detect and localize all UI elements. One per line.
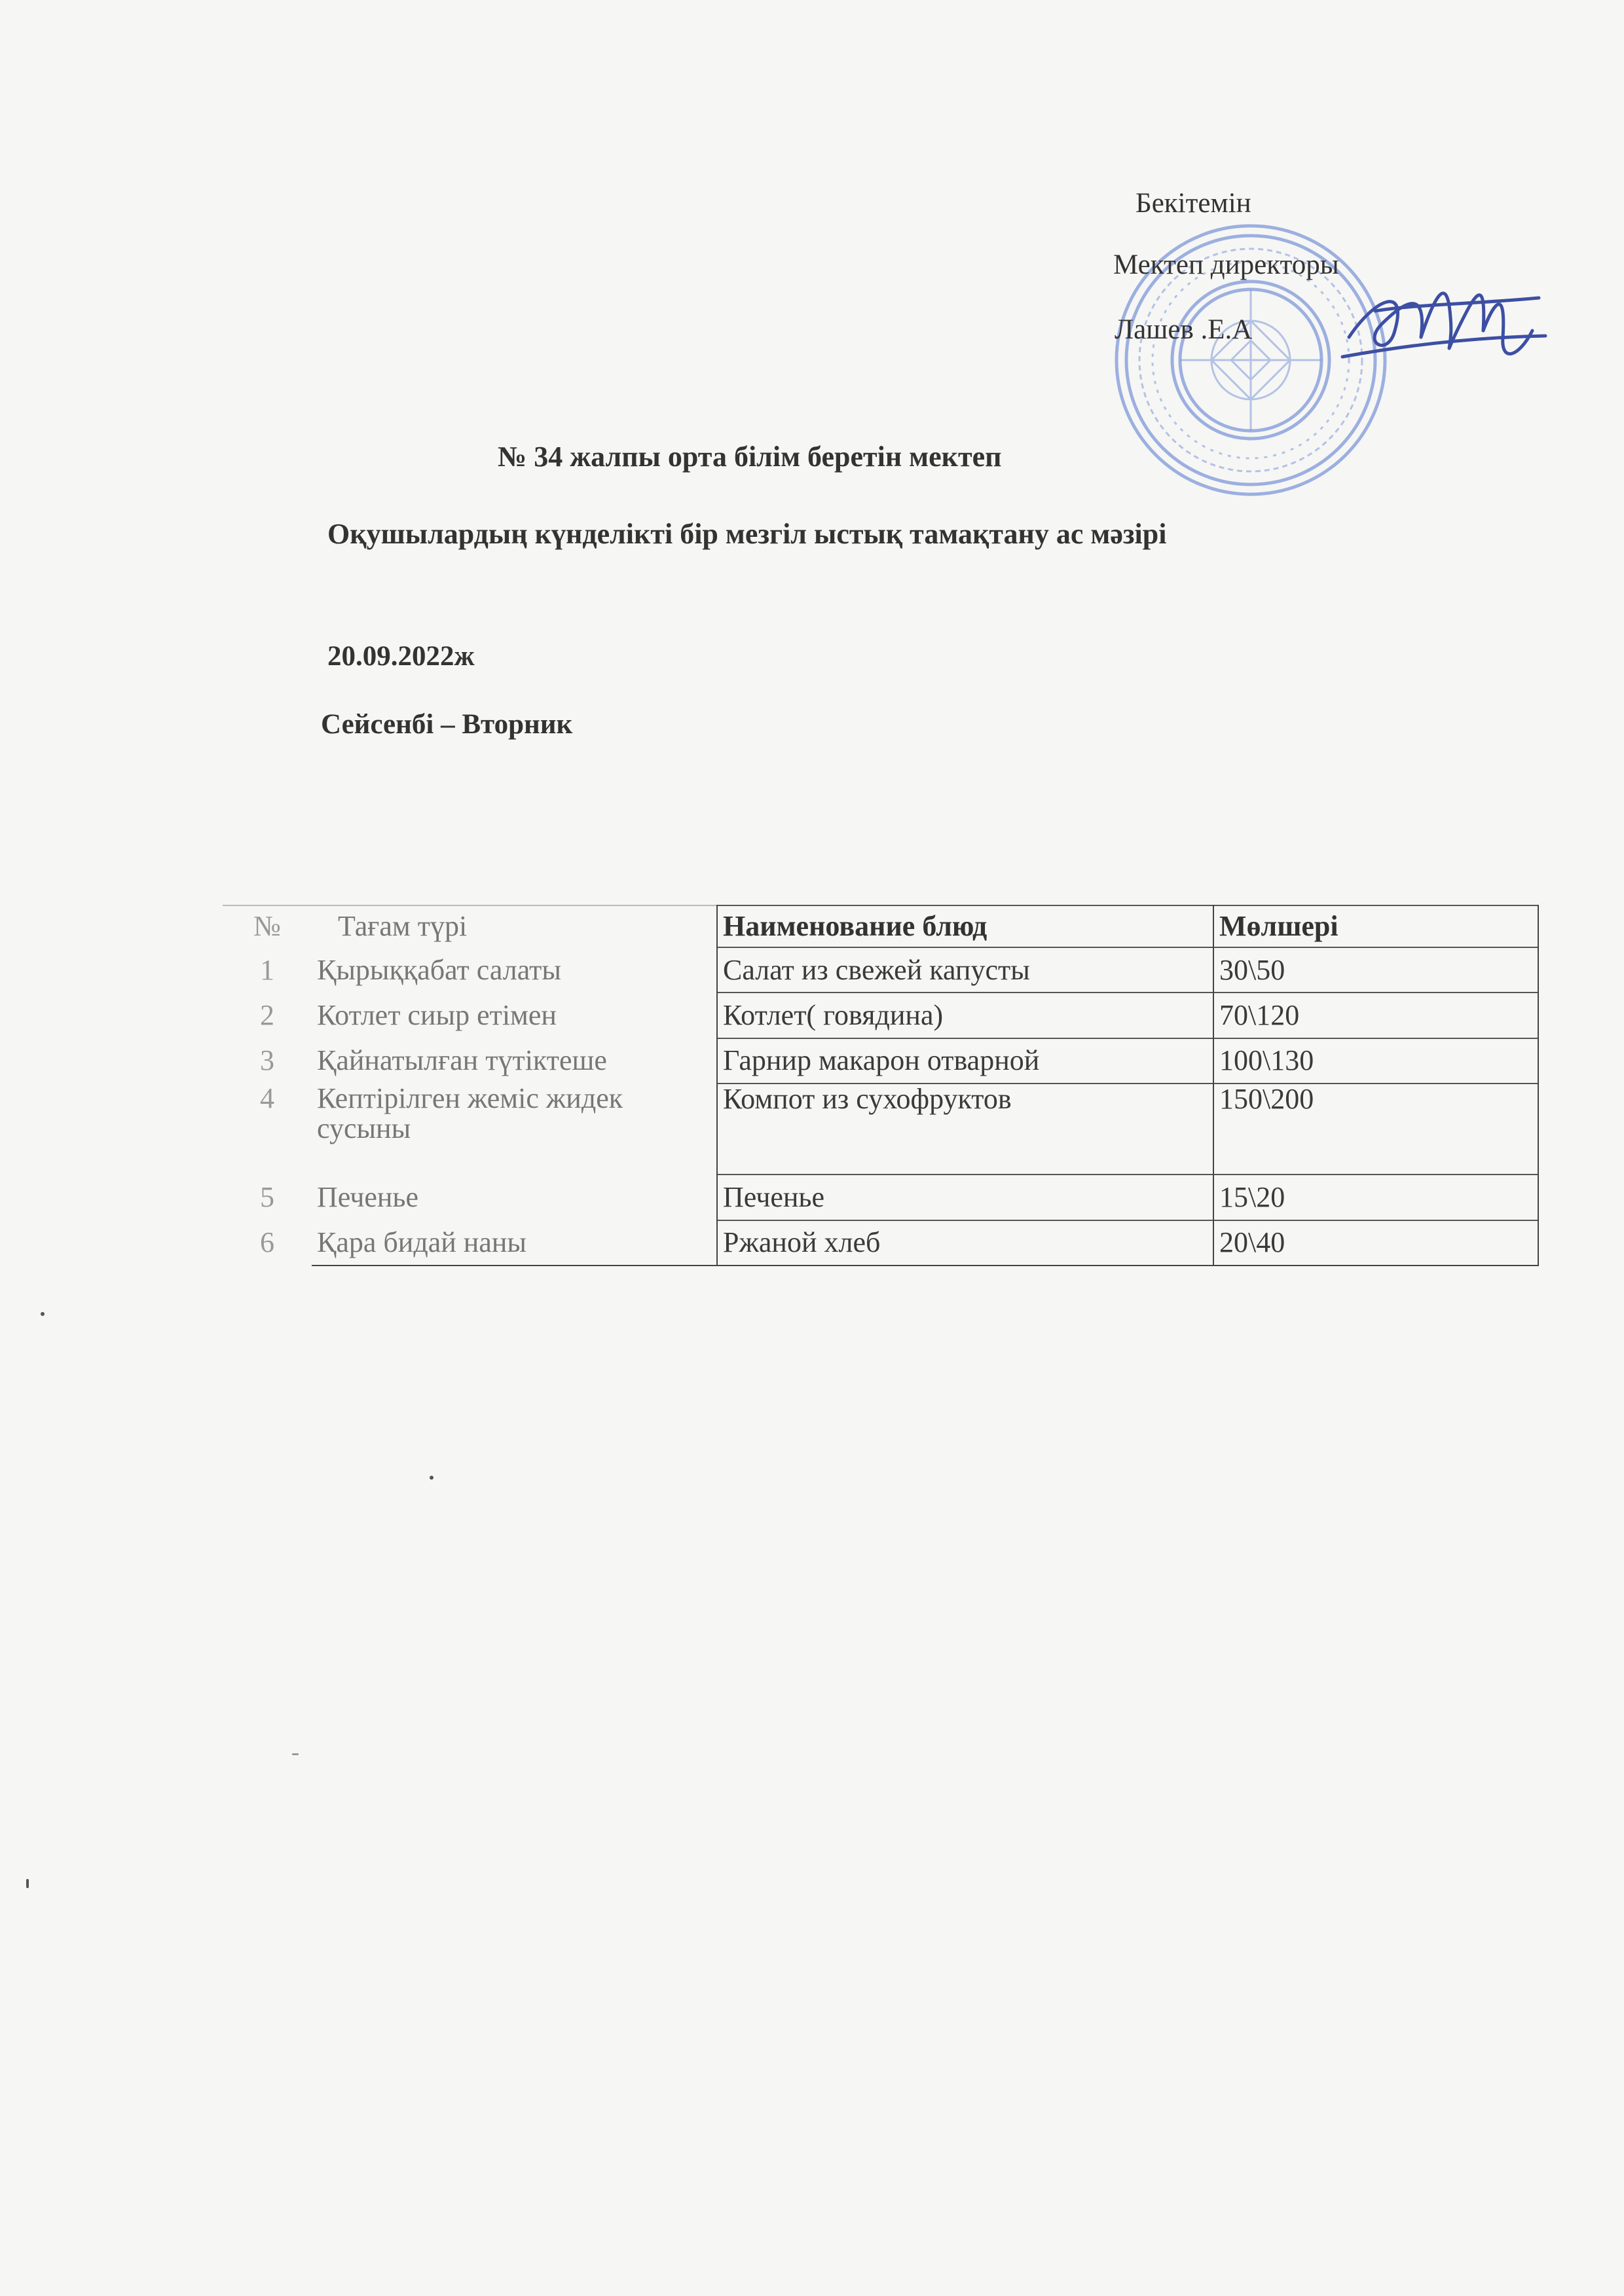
table-row (223, 1038, 1538, 1084)
row-quantity: 150\200 (1213, 1084, 1538, 1175)
scan-speck (26, 1879, 29, 1888)
row-dish-kz: Печенье (312, 1175, 717, 1220)
row-number: 3 (260, 1044, 274, 1077)
row-dish-ru: Гарнир макарон отварной (717, 1038, 1213, 1084)
scan-speck (292, 1753, 299, 1755)
table-row (223, 1220, 1538, 1266)
row-number: 2 (260, 999, 274, 1032)
row-dish-ru: Котлет( говядина) (717, 993, 1213, 1038)
row-dish-ru: Ржаной хлеб (717, 1220, 1213, 1266)
row-dish-kz: Кептірілген жеміс жидек сусыны (312, 1084, 717, 1175)
row-number: 1 (260, 953, 274, 986)
row-quantity: 100\130 (1213, 1038, 1538, 1084)
row-dish-ru: Салат из свежей капусты (717, 947, 1213, 993)
header-quantity: Мөлшері (1213, 905, 1538, 947)
table-row (223, 1175, 1538, 1220)
menu-date: 20.09.2022ж (327, 641, 475, 672)
row-dish-ru: Компот из сухофруктов (717, 1084, 1213, 1175)
row-quantity: 15\20 (1213, 1175, 1538, 1220)
table-row (223, 947, 1538, 993)
approval-name: Лашев .Е.А (1115, 314, 1253, 346)
table-row (223, 993, 1538, 1038)
scan-speck (430, 1476, 434, 1480)
row-quantity: 30\50 (1213, 947, 1538, 993)
table-row (223, 1084, 1538, 1175)
row-dish-ru: Печенье (717, 1175, 1213, 1220)
menu-title: Оқушылардың күнделікті бір мезгіл ыстық тамақтану ас мәзірі (327, 518, 1167, 550)
header-number: № (223, 905, 312, 947)
scan-speck (41, 1312, 45, 1316)
row-number: 6 (260, 1226, 274, 1259)
row-number: 5 (260, 1180, 274, 1213)
header-dish-kz: Тағам түрі (312, 905, 717, 947)
row-dish-kz: Котлет сиыр етімен (312, 993, 717, 1038)
row-quantity: 70\120 (1213, 993, 1538, 1038)
menu-table (223, 905, 1539, 1266)
approval-block (1113, 187, 1519, 347)
menu-day: Сейсенбі – Вторник (321, 709, 573, 740)
row-quantity: 20\40 (1213, 1220, 1538, 1266)
header-dish-ru: Наименование блюд (717, 905, 1213, 947)
school-title: № 34 жалпы орта білім беретін мектеп (498, 441, 1002, 473)
row-number: 4 (260, 1082, 274, 1115)
row-dish-kz: Қырыққабат салаты (312, 947, 717, 993)
row-dish-kz: Қара бидай наны (312, 1220, 717, 1266)
table-header-row (223, 905, 1538, 947)
approval-heading: Бекітемін (1135, 188, 1251, 219)
approval-position: Мектеп директоры (1113, 249, 1339, 280)
row-dish-kz: Қайнатылған түтіктеше (312, 1038, 717, 1084)
